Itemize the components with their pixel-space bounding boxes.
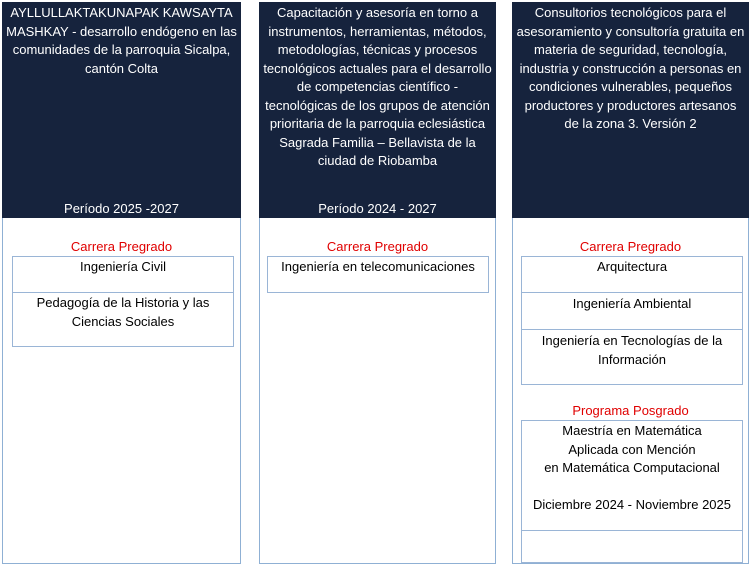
project-header — [259, 2, 496, 218]
postgrad-empty-row — [522, 531, 742, 562]
project-header — [512, 2, 749, 218]
careers-box — [267, 256, 489, 293]
project-period: Período 2025 -2027 — [64, 200, 179, 216]
project-title: Capacitación y asesoría en torno a instrumentos, herramientas, métodos, metodologías, técnicas y procesos tecnológicos actuales para el desarrollo de competencias científico - tecnológicas de los grupos de atención prioritaria de la parroquia eclesiástica Sagrada Familia – Bellavista de la ciudad de Riobamba — [263, 5, 492, 168]
postgrad-program: Maestría en Matemática Aplicada con Mención en Matemática Computacional — [544, 423, 720, 475]
project-period: Período 2024 - 2027 — [318, 200, 437, 216]
project-column-3 — [512, 2, 749, 512]
postgrad-dates: Diciembre 2024 - Noviembre 2025 — [533, 496, 731, 512]
project-title: AYLLULLAKTAKUNAPAK KAWSAYTA MASHKAY - desarrollo endógeno en las comunidades de la parroquia Sicalpa, cantón Colta — [6, 5, 237, 76]
career-item: Ingeniería Ambiental — [522, 293, 742, 330]
project-column-1 — [2, 2, 241, 329]
postgrad-box — [521, 420, 743, 563]
project-body — [512, 218, 749, 564]
career-item: Ingeniería Civil — [13, 257, 233, 293]
career-item: Pedagogía de la Historia y las Ciencias Sociales — [36, 295, 210, 329]
section-title-pregrado: Carrera Pregrado — [326, 239, 429, 254]
careers-box — [521, 256, 743, 385]
career-item: Ingeniería en Tecnologías de la Información — [541, 333, 723, 367]
career-item: Arquitectura — [522, 257, 742, 293]
project-body — [259, 218, 496, 564]
project-body — [2, 218, 241, 564]
project-column-2 — [259, 2, 496, 274]
project-header — [2, 2, 241, 218]
section-title-pregrado: Carrera Pregrado — [579, 239, 682, 254]
section-title-pregrado: Carrera Pregrado — [70, 239, 173, 254]
section-title-posgrado: Programa Posgrado — [572, 403, 689, 418]
postgrad-item — [522, 421, 742, 531]
project-title: Consultorios tecnológicos para el asesoramiento y consultoría gratuita en materia de seguridad, tecnología, industria y construcción a personas en condiciones vulnerables, pequeños productores y productores artesanos de la zona 3. Versión 2 — [516, 5, 745, 131]
career-item: Ingeniería en telecomunicaciones — [281, 259, 475, 274]
careers-box — [12, 256, 234, 347]
